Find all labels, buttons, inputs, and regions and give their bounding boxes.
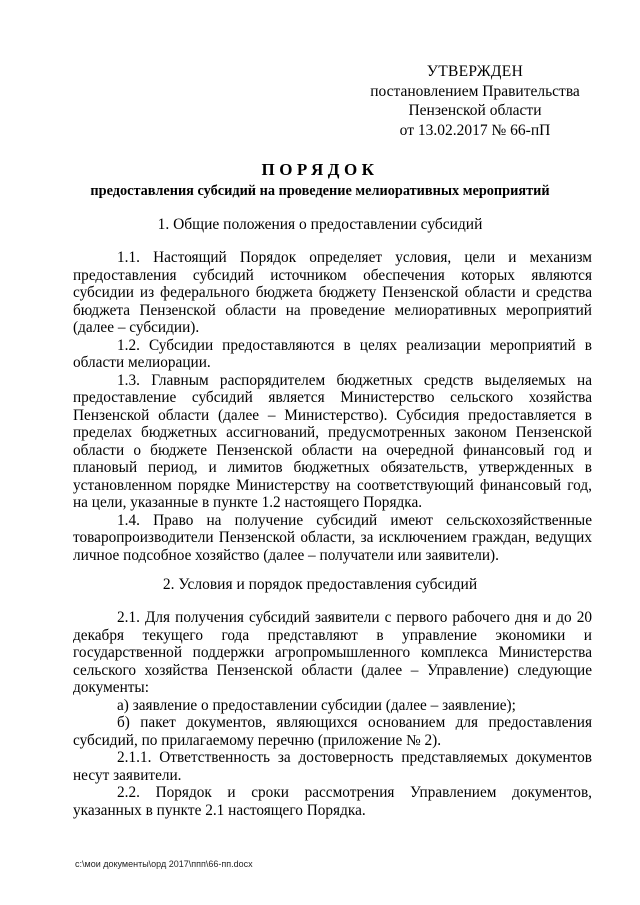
paragraph-1-2: 1.2. Субсидии предоставляются в целях реализации мероприятий в области мелиорации.: [73, 336, 592, 371]
approval-line-2: Пензенской области: [408, 102, 542, 119]
approval-line-1: постановлением Правительства: [370, 82, 580, 100]
section-2-heading: 2. Условия и порядок предоставления субсидий: [162, 576, 478, 593]
paragraph-1-3: 1.3. Главным распорядителем бюджетных средств выделяемых на предоставление субсидий является Министерство сельского хозяйства Пензенской области (далее – Министерство). Субсидия предоставляется в пределах бюджетных ассигнований, предусмотренных законом Пензенской области о бюджете Пензенской области на очередной финансовый год и плановый период, и лимитов бюджетных обязательств, утвержденных в установленном порядке Министерству на соответствующий финансовый год, на цели, указанные в пункте 1.2 настоящего Порядка.: [73, 371, 592, 511]
footer-file-path: c:\мои документы\орд 2017\ппп\66-пп.docx: [75, 859, 253, 869]
paragraph-1-4: 1.4. Право на получение субсидий имеют сельскохозяйственные товаропроизводители Пензенской области, за исключением граждан, ведущих личное подсобное хозяйство (далее – получатели или заявители).: [73, 511, 592, 564]
approval-stamp: [360, 62, 590, 140]
approval-title: УТВЕРЖДЕН: [426, 63, 524, 80]
document-subtitle: предоставления субсидий на проведение мелиоративных мероприятий: [90, 183, 550, 199]
section-1-body: [73, 249, 592, 564]
paragraph-2-1: 2.1. Для получения субсидий заявители с первого рабочего дня и до 20 декабря текущего года представляют в управление экономики и государственной поддержки агропромышленного комплекса Министерства сельского хозяйства Пензенской области (далее – Управление) следующие документы:: [73, 609, 592, 696]
paragraph-1-1: 1.1. Настоящий Порядок определяет условия, цели и механизм предоставления субсидий источником обеспечения которых являются субсидии из федерального бюджета бюджету Пензенской области и средства бюджета Пензенской области на проведение мелиоративных мероприятий (далее – субсидии).: [73, 249, 592, 336]
paragraph-2-1-b: б) пакет документов, являющихся основанием для предоставления субсидий, по прилагаемому перечню (приложение № 2).: [73, 714, 592, 749]
section-1-heading: 1. Общие положения о предоставлении субсидий: [157, 216, 483, 233]
approval-date-line: от 13.02.2017 № 66-пП: [399, 121, 551, 139]
document-title: ПОРЯДОК: [261, 160, 379, 179]
paragraph-2-1-1: 2.1.1. Ответственность за достоверность представляемых документов несут заявители.: [73, 749, 592, 784]
section-2-body: [73, 609, 592, 819]
paragraph-2-1-a: а) заявление о предоставлении субсидии (далее – заявление);: [117, 696, 516, 714]
paragraph-2-2: 2.2. Порядок и сроки рассмотрения Управлением документов, указанных в пункте 2.1 настоящего Порядка.: [73, 784, 592, 819]
